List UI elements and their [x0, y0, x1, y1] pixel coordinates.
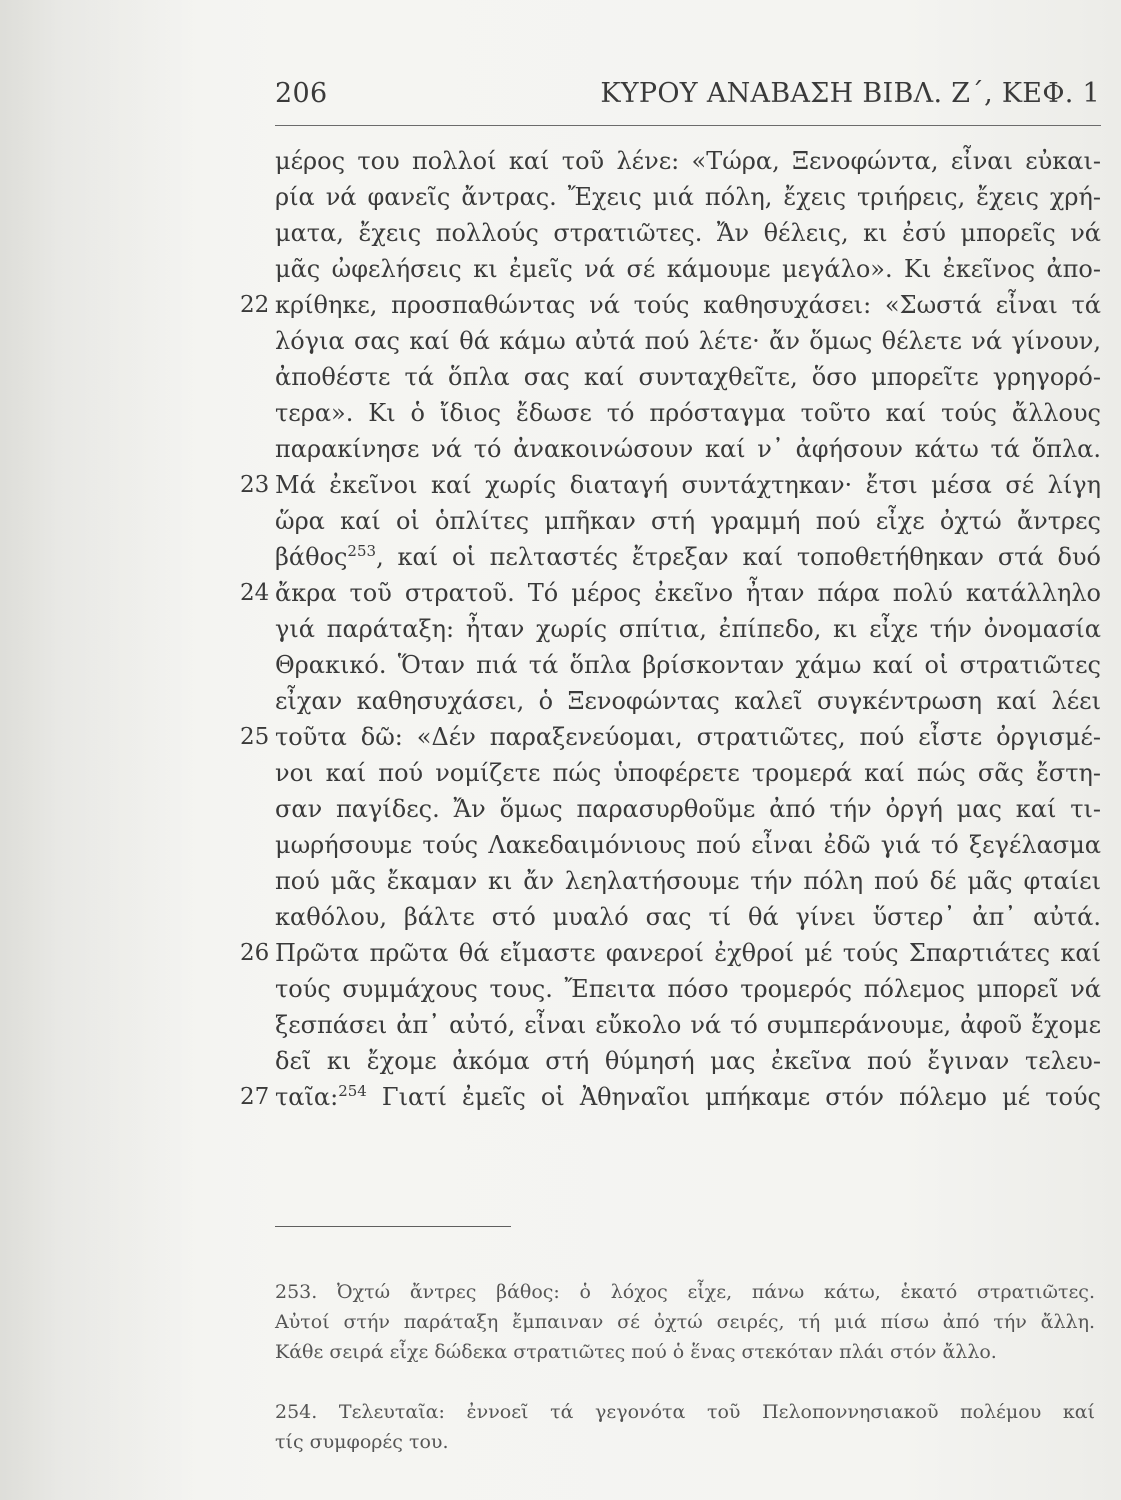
text-line [275, 431, 1101, 467]
section-number: 25 [240, 724, 270, 750]
text-line [275, 1007, 1101, 1043]
line-text: μέρος του πολλοί καί τοῦ λένε: «Τώρα, Ξενοφώντα, εἶναι εὐκαι- [275, 147, 1101, 175]
text-line [275, 251, 1101, 287]
section-number: 26 [240, 940, 270, 966]
line-text-continued: , καί οἱ πελταστές ἔτρεξαν καί τοποθετήθηκαν στά δυό [376, 543, 1101, 571]
line-text: ρία νά φανεῖς ἄντρας. Ἔχεις μιά πόλη, ἔχεις τριήρεις, ἔχεις χρή- [275, 183, 1101, 211]
line-text: εἶχαν καθησυχάσει, ὁ Ξενοφώντας καλεῖ συγκέντρωση καί λέει [275, 687, 1101, 715]
section-number: 27 [240, 1084, 270, 1110]
running-header [275, 78, 1100, 118]
footnote-line: Κάθε σειρά εἶχε δώδεκα στρατιῶτες πού ὁ ἕνας στεκόταν πλάι στόν ἄλλο. [275, 1341, 997, 1363]
line-text: δεῖ κι ἔχομε ἀκόμα στή θύμησή μας ἐκεῖνα πού ἔγιναν τελευ- [275, 1047, 1101, 1075]
line-text: βάθος [275, 543, 348, 571]
line-text: τοῦτα δῶ: «Δέν παραξενεύομαι, στρατιῶτες, πού εἶστε ὀργισμέ- [275, 723, 1101, 751]
text-line [275, 179, 1101, 215]
section-number: 23 [240, 472, 270, 498]
text-line [240, 935, 1101, 971]
footnote-gap [275, 1367, 1095, 1397]
line-text: ματα, ἔχεις πολλούς στρατιῶτες. Ἄν θέλεις, κι ἐσύ μπορεῖς νά [275, 219, 1101, 247]
line-text: σαν παγίδες. Ἄν ὅμως παρασυρθοῦμε ἀπό τήν ὀργή μας καί τι- [275, 795, 1101, 823]
text-line [240, 467, 1101, 503]
line-text: νοι καί πού νομίζετε πώς ὑποφέρετε τρομερά καί πώς σᾶς ἔστη- [275, 759, 1101, 787]
page-shadow [0, 0, 200, 1500]
line-text: κρίθηκε, προσπαθώντας νά τούς καθησυχάσει: «Σωστά εἶναι τά [275, 291, 1101, 319]
text-line [275, 755, 1101, 791]
line-text: τούς συμμάχους τους. Ἔπειτα πόσο τρομερός πόλεμος μπορεῖ νά [275, 975, 1101, 1003]
line-text: μᾶς ὠφελήσεις κι ἐμεῖς νά σέ κάμουμε μεγάλο». Κι ἐκεῖνος ἀπο- [275, 255, 1101, 283]
line-text-continued: Γιατί ἐμεῖς οἱ Ἀθηναῖοι μπήκαμε στόν πόλεμο μέ τούς [366, 1083, 1101, 1111]
text-line [275, 863, 1101, 899]
text-line [275, 971, 1101, 1007]
text-line [275, 611, 1101, 647]
page-number: 206 [275, 78, 328, 109]
footnote-line: 254. Τελευταῖα: ἐννοεῖ τά γεγονότα τοῦ Πελοποννησιακοῦ πολέμου καί [275, 1401, 1095, 1423]
section-number: 22 [240, 292, 270, 318]
line-text: ξεσπάσει ἀπ᾽ αὐτό, εἶναι εὔκολο νά τό συμπεράνουμε, ἀφοῦ ἔχομε [275, 1011, 1101, 1039]
text-line [275, 791, 1101, 827]
text-line [275, 539, 1101, 575]
line-text: ταῖα: [275, 1083, 339, 1111]
text-line [275, 395, 1101, 431]
text-line [240, 719, 1101, 755]
main-text [240, 143, 1101, 1115]
header-rule [275, 125, 1101, 126]
text-line [275, 323, 1101, 359]
line-text: ἀποθέστε τά ὅπλα σας καί συνταχθεῖτε, ὅσο μπορεῖτε γρηγορό- [275, 363, 1101, 391]
text-line [275, 143, 1101, 179]
line-text: ἄκρα τοῦ στρατοῦ. Τό μέρος ἐκεῖνο ἦταν πάρα πολύ κατάλληλο [275, 579, 1101, 607]
line-text: ὥρα καί οἱ ὁπλίτες μπῆκαν στή γραμμή πού εἶχε ὀχτώ ἄντρες [275, 507, 1101, 535]
footnotes [275, 1277, 1095, 1457]
section-number: 24 [240, 580, 270, 606]
line-text: γιά παράταξη: ἦταν χωρίς σπίτια, ἐπίπεδο, κι εἶχε τήν ὀνομασία [275, 615, 1101, 643]
footnote-line: Αὐτοί στήν παράταξη ἔμπαιναν σέ ὀχτώ σειρές, τή μιά πίσω ἀπό τήν ἄλλη. [275, 1311, 1095, 1333]
line-text: καθόλου, βάλτε στό μυαλό σας τί θά γίνει ὕστερ᾽ ἀπ᾽ αὐτά. [275, 903, 1101, 931]
footnote-rule [275, 1226, 511, 1227]
footnote-ref: 253 [347, 542, 377, 560]
text-line [275, 503, 1101, 539]
line-text: Πρῶτα πρῶτα θά εἴμαστε φανεροί ἐχθροί μέ τούς Σπαρτιάτες καί [275, 939, 1101, 967]
text-line [275, 359, 1101, 395]
line-text: πού μᾶς ἔκαμαν κι ἄν λεηλατήσουμε τήν πόλη πού δέ μᾶς φταίει [275, 867, 1101, 895]
text-line [275, 647, 1101, 683]
line-text: τερα». Κι ὁ ἴδιος ἔδωσε τό πρόσταγμα τοῦτο καί τούς ἄλλους [275, 399, 1101, 427]
line-text: παρακίνησε νά τό ἀνακοινώσουν καί ν᾽ ἀφήσουν κάτω τά ὅπλα. [275, 435, 1101, 463]
line-text: λόγια σας καί θά κάμω αὐτά πού λέτε· ἄν ὅμως θέλετε νά γίνουν, [275, 327, 1101, 355]
text-line [240, 575, 1101, 611]
line-text: Μά ἐκεῖνοι καί χωρίς διαταγή συντάχτηκαν· ἔτσι μέσα σέ λίγη [275, 471, 1101, 499]
text-line [240, 1079, 1101, 1115]
footnote-ref: 254 [338, 1082, 367, 1100]
footnote-line: 253. Ὀχτώ ἄντρες βάθος: ὁ λόχος εἶχε, πάνω κάτω, ἑκατό στρατιῶτες. [275, 1281, 1095, 1303]
text-line [275, 899, 1101, 935]
text-line [275, 1043, 1101, 1079]
line-text: Θρακικό. Ὅταν πιά τά ὅπλα βρίσκονταν χάμω καί οἱ στρατιῶτες [275, 651, 1101, 679]
line-text: μωρήσουμε τούς Λακεδαιμόνιους πού εἶναι ἐδῶ γιά τό ξεγέλασμα [275, 831, 1101, 859]
text-line [275, 215, 1101, 251]
footnote-line: τίς συμφορές του. [275, 1431, 449, 1453]
running-title: ΚΥΡΟΥ ΑΝΑΒΑΣΗ ΒΙΒΛ. Ζ΄, ΚΕΦ. 1 [600, 78, 1100, 109]
text-line [275, 683, 1101, 719]
text-line [240, 287, 1101, 323]
text-line [275, 827, 1101, 863]
